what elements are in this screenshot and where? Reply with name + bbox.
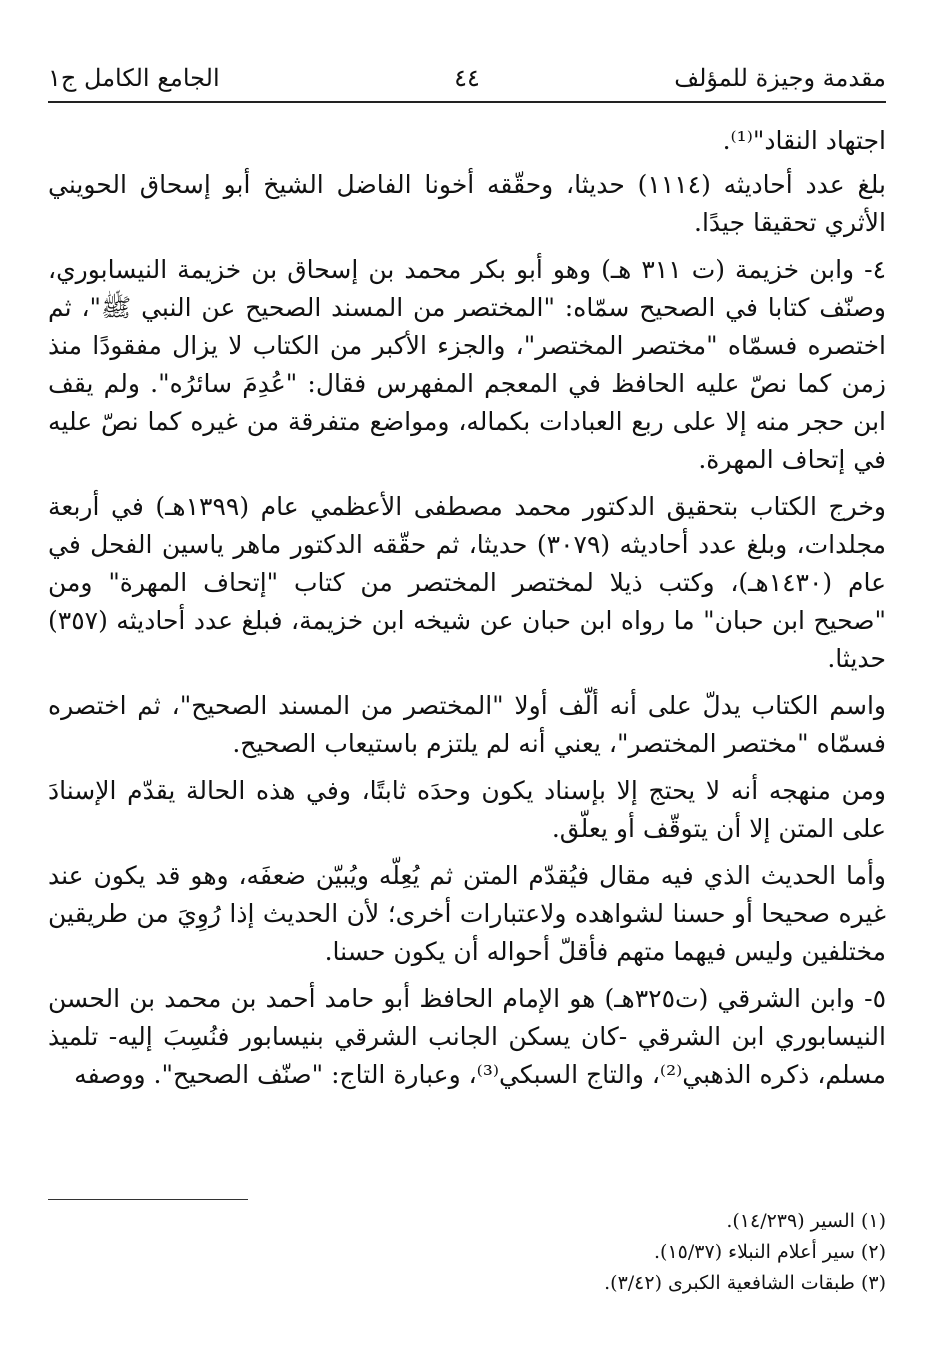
paragraph: وخرج الكتاب بتحقيق الدكتور محمد مصطفى الأعظمي عام (١٣٩٩هـ) في أربعة مجلدات، وبلغ عدد أحاديثه (٣٠٧٩) حديثا، ثم حقّقه الدكتور ماهر ياسين الفحل في عام (١٤٣٠هـ)، وكتب ذيلا لمختصر المختصر من كتاب "إتحاف المهرة" ومن "صحيح ابن حبان" ما رواه ابن حبان عن شيخه ابن خزيمة، فبلغ عدد أحاديثه (٣٥٧) حديثا.	[48, 492, 887, 673]
paragraph: ٤- وابن خزيمة (ت ٣١١ هـ) وهو أبو بكر محمد بن إسحاق بن خزيمة النيسابوري، وصنّف كتابا في الصحيح سمّاه: "المختصر من المسند الصحيح عن النبي ﷺ"، ثم اختصره فسمّاه "مختصر المختصر"، والجزء الأكبر من الكتاب لا يزال مفقودًا منذ زمن كما نصّ عليه الحافظ في المعجم المفهرس فقال: "عُدِمَ سائرُه". ولم يقف ابن حجر منه إلا على ربع العبادات بكماله، ومواضع متفرقة من غيره كما نصّ عليه في إتحاف المهرة.	[48, 255, 887, 474]
paragraph: ومن منهجه أنه لا يحتج إلا بإسناد يكون وحدَه ثابتًا، وفي هذه الحالة يقدّم الإسنادَ على المتن إلا أن يتوقّف أو يعلّق.	[48, 776, 886, 843]
header-book-title: الجامع الكامل ج١	[48, 64, 220, 92]
running-header	[48, 58, 886, 98]
footnote: (٢) سير أعلام النبلاء (١٥/٣٧).	[654, 1241, 886, 1263]
footnote: (٣) طبقات الشافعية الكبرى (٣/٤٢).	[604, 1272, 886, 1294]
footnotes	[48, 1206, 886, 1299]
footnote-divider	[48, 1199, 248, 1200]
main-text	[48, 122, 886, 1103]
footnote: (١) السير (١٤/٢٣٩).	[726, 1210, 886, 1232]
header-section-title: مقدمة وجيزة للمؤلف	[674, 64, 886, 92]
page-number: ٤٤	[454, 64, 480, 92]
book-page	[48, 0, 886, 1368]
paragraph: بلغ عدد أحاديثه (١١١٤) حديثا، وحقّقه أخونا الفاضل الشيخ أبو إسحاق الحويني الأثري تحقيقا جيدًا.	[48, 170, 886, 237]
paragraph: ٥- وابن الشرقي (ت٣٢٥هـ) هو الإمام الحافظ أبو حامد أحمد بن محمد بن الحسن النيسابوري ابن الشرقي -كان يسكن الجانب الشرقي بنيسابور فنُسِبَ إليه- تلميذ مسلم، ذكره الذهبي⁽²⁾، والتاج السبكي⁽³⁾، وعبارة التاج: "صنّف الصحيح". ووصفه	[48, 984, 887, 1089]
paragraph: وأما الحديث الذي فيه مقال فيُقدّم المتن ثم يُعِلّه ويُبيّن ضعفَه، وهو قد يكون عند غيره صحيحا أو حسنا لشواهده ولاعتبارات أخرى؛ لأن الحديث إذا رُوِيَ من طريقين مختلفين وليس فيهما متهم فأقلّ أحواله أن يكون حسنا.	[48, 861, 886, 966]
header-divider	[48, 101, 886, 103]
paragraph: واسم الكتاب يدلّ على أنه ألّف أولا "المختصر من المسند الصحيح"، ثم اختصره فسمّاه "مختصر المختصر"، يعني أنه لم يلتزم باستيعاب الصحيح.	[48, 691, 886, 758]
paragraph: اجتهاد النقاد"⁽¹⁾.	[722, 126, 886, 155]
